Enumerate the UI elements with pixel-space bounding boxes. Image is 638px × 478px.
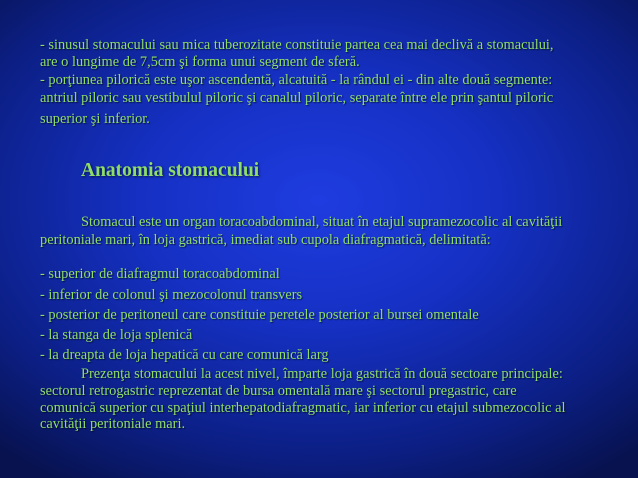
paragraph2-line-4: cavităţii peritoniale mari. <box>40 416 186 432</box>
paragraph2-line-1: Prezenţa stomacului la acest nivel, împarte loja gastrică în două sectoare principale: <box>81 366 563 382</box>
intro-line-2: are o lungime de 7,5cm şi forma unui segment de sferă. <box>40 54 360 70</box>
paragraph2-line-3: comunică superior cu spaţiul interhepatodiafragmatic, iar inferior cu etajul submezocolic al <box>40 400 566 416</box>
border-item-left: - la stanga de loja splenică <box>40 327 193 343</box>
intro-line-3: - porţiunea pilorică este uşor ascendentă, alcatuită - la rândul ei - din alte două segmente: <box>40 72 553 88</box>
section-heading: Anatomia stomacului <box>81 160 260 181</box>
intro-line-1: - sinusul stomacului sau mica tuberozitate constituie partea cea mai declivă a stomacului, <box>40 37 554 53</box>
border-item-superior: - superior de diafragmul toracoabdominal <box>40 266 280 282</box>
paragraph1-line-1: Stomacul este un organ toracoabdominal, situat în etajul supramezocolic al cavităţii <box>81 214 563 230</box>
border-item-posterior: - posterior de peritoneul care constituie peretele posterior al bursei omentale <box>40 307 479 323</box>
intro-line-4: antriul piloric sau vestibulul piloric şi canalul piloric, separate între ele prin şantul piloric <box>40 90 554 106</box>
border-item-inferior: - inferior de colonul şi mezocolonul transvers <box>40 287 303 303</box>
paragraph1-line-2: peritoniale mari, în loja gastrică, imediat sub cupola diafragmatică, delimitată: <box>40 232 491 248</box>
intro-line-5: superior şi inferior. <box>40 111 150 127</box>
paragraph2-line-2: sectorul retrogastric reprezentat de bursa omentală mare şi sectorul pregastric, care <box>40 383 517 399</box>
border-item-right: - la dreapta de loja hepatică cu care comunică larg <box>40 347 329 363</box>
